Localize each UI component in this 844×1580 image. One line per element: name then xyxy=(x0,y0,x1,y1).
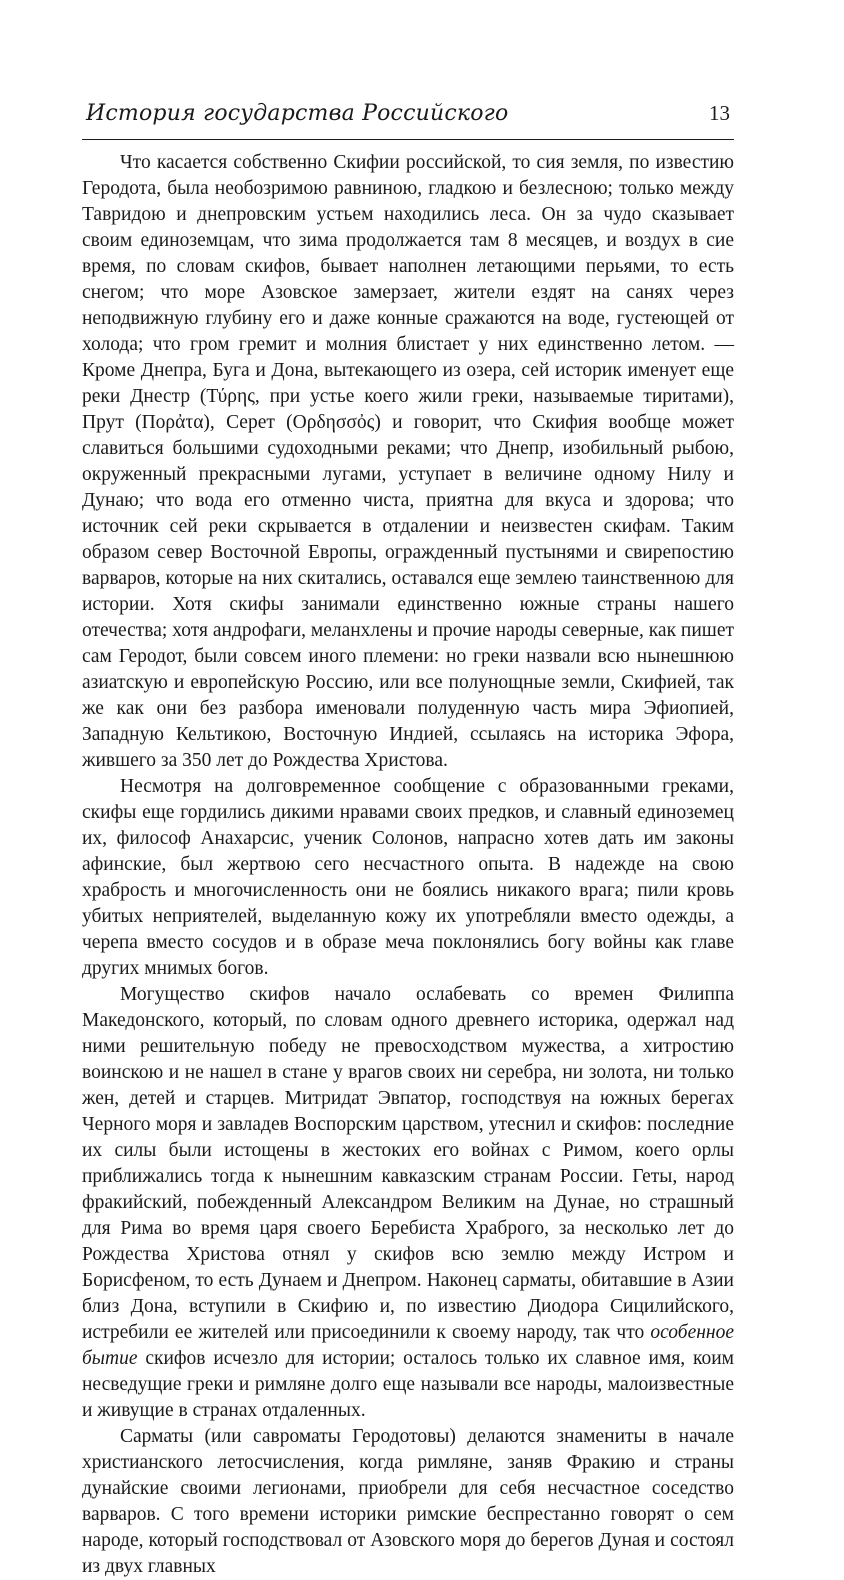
paragraph xyxy=(82,982,734,1424)
page-number: 13 xyxy=(709,101,730,125)
paragraph-text: Могущество скифов начало ослабевать со времен Филиппа Македонского, который, по словам одного древнего историка, одержал над ними решительную победу не превосходством мужества, а хитростию воинскою и не нашел в стане у врагов своих ни серебра, ни золота, ни только жен, детей и старцев. Митридат Эвпатор, господствуя на южных берегах Черного моря и завладев Воспорским царством, утеснил и скифов: последние их силы были истощены в жестоких его войнах с Римом, коего орлы приближались тогда к нынешним кавказским странам России. Геты, народ фракийский, побежденный Александром Великим на Дунае, но страшный для Рима во время царя своего Беребиста Храброго, за несколько лет до Рождества Христова отнял у скифов всю землю между Истром и Борисфеном, то есть Дунаем и Днепром. Наконец сарматы, обитавшие в Азии близ Дона, вступили в Скифию и, по известию Диодора Сицилийского, истребили ее жителей или присоединили к своему народу, так что xyxy=(82,984,734,1343)
book-page xyxy=(82,95,734,1580)
paragraph: Несмотря на долговременное сообщение с образованными греками, скифы еще гордились дикими нравами своих предков, и славный единоземец их, философ Анахарсис, ученик Солонов, напрасно хотев дать им законы афинские, был жертвою сего несчастного опыта. В надежде на свою храбрость и многочисленность они не боялись никакого врага; пили кровь убитых неприятелей, выделанную кожу их употребляли вместо одежды, а черепа вместо сосудов и в образе меча поклонялись богу войны как главе других мнимых богов. xyxy=(82,776,734,979)
paragraph: Сарматы (или савроматы Геродотовы) делаются знамениты в начале христианского летосчисления, когда римляне, заняв Фракию и страны дунайские своими легионами, приобрели для себя несчастное соседство варваров. С того времени историки римские беспрестанно говорят о сем народе, который господствовал от Азовского моря до берегов Дуная и состоял из двух главных xyxy=(82,1426,734,1577)
paragraph-text: скифов исчезло для истории; осталось только их славное имя, коим несведущие греки и римляне долго еще называли все народы, малоизвестные и живущие в странах отдаленных. xyxy=(82,1348,734,1421)
running-header xyxy=(82,95,734,140)
running-title: История государства Российского xyxy=(86,101,509,126)
body-text xyxy=(82,150,734,1580)
emphasized-phrase: особенное бытие xyxy=(82,1322,734,1369)
paragraph: Что касается собственно Скифии российской, то сия земля, по известию Геродота, была необозримою равниною, гладкою и безлесною; только между Тавридою и днепровским устьем находились леса. Он за чудо сказывает своим единоземцам, что зима продолжается там 8 месяцев, и воздух в сие время, по словам скифов, бывает наполнен летающими перьями, то есть снегом; что море Азовское замерзает, жители ездят на санях через неподвижную глубину его и даже конные сражаются на воде, густеющей от холода; что гром гремит и молния блистает у них единственно летом. — Кроме Днепра, Буга и Дона, вытекающего из озера, сей историк именует еще реки Днестр (Τύρης, при устье коего жили греки, называемые тиритами), Прут (Πορἀτα), Серет (Ορδησσὀς) и говорит, что Скифия вообще может славиться большими судоходными реками; что Днепр, изобильный рыбою, окруженный прекрасными лугами, уступает в величине одному Нилу и Дунаю; что вода его отменно чиста, приятна для вкуса и здорова; что источник сей реки скрывается в отдалении и неизвестен скифам. Таким образом север Восточной Европы, огражденный пустынями и свирепостию варваров, которые на них скитались, оставался еще землею таинственною для истории. Хотя скифы занимали единственно южные страны нашего отечества; хотя андрофаги, меланхлены и прочие народы северные, как пишет сам Геродот, были совсем иного племени: но греки назвали всю нынешнюю азиатскую и европейскую Россию, или все полунощные земли, Скифией, так же как они без разбора именовали полуденную часть мира Эфиопией, Западную Кельтикою, Восточную Индией, ссылаясь на историка Эфора, жившего за 350 лет до Рождества Христова. xyxy=(82,152,734,771)
